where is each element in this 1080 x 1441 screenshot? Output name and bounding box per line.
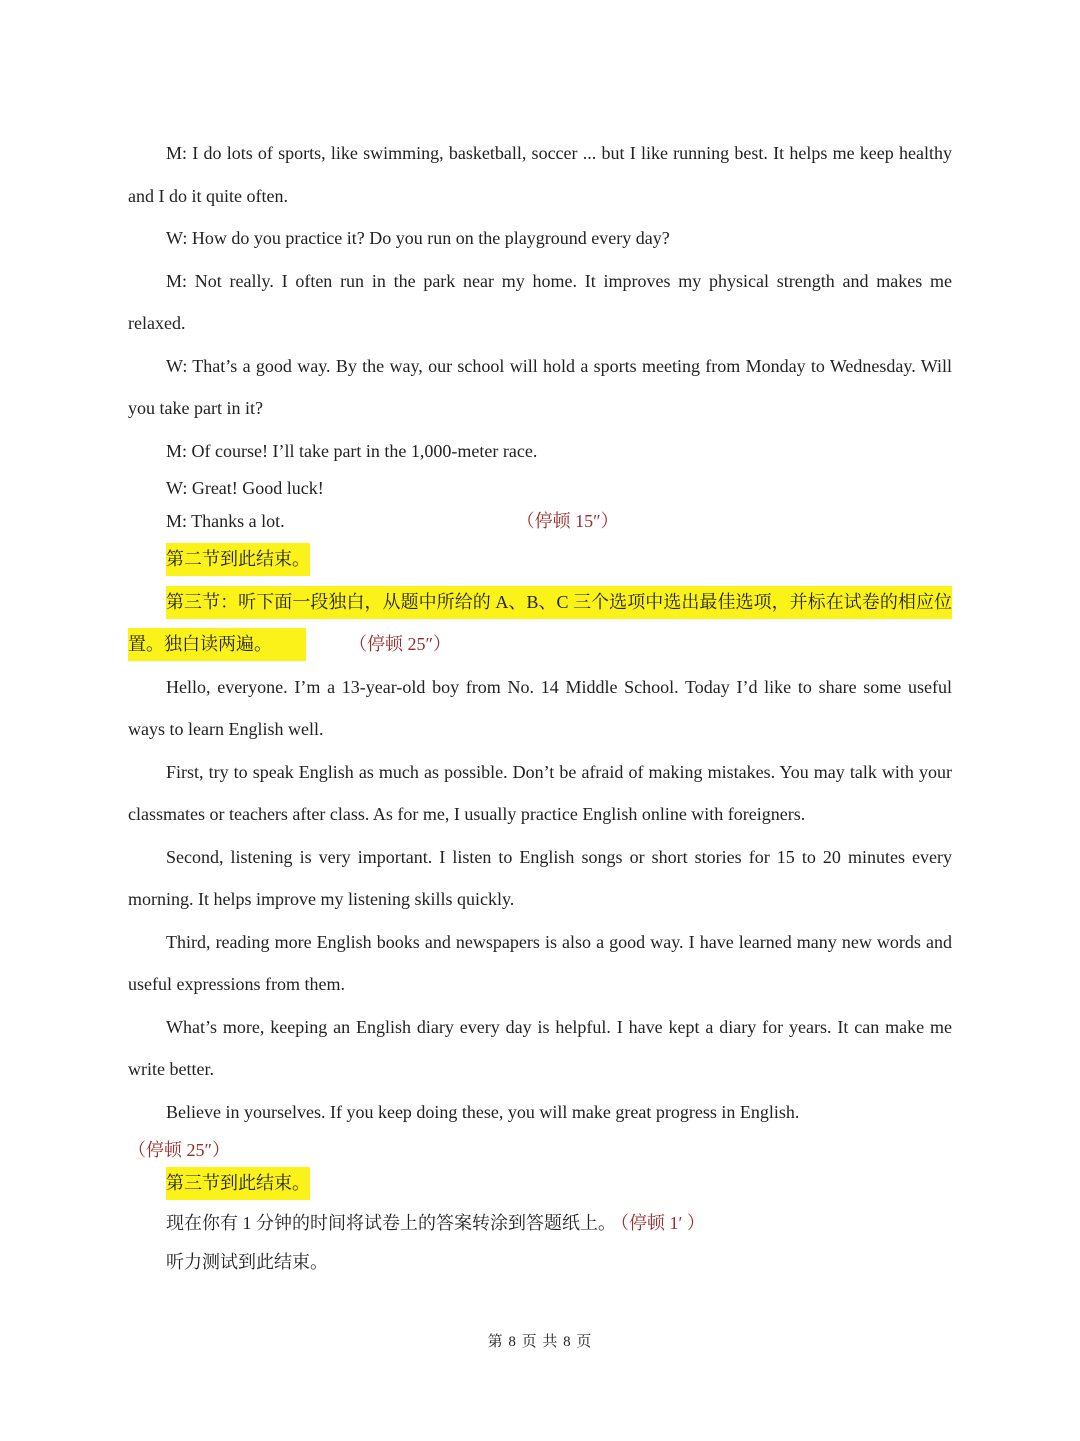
- section2-end-line: [128, 538, 952, 581]
- pause-15-seconds: （停顿 15″）: [516, 511, 619, 531]
- dialogue-line-w1: W: How do you practice it? Do you run on the playground every day?: [166, 228, 670, 248]
- section3-end-line: [128, 1167, 952, 1200]
- pause-25-seconds-a: （停顿 25″）: [358, 634, 451, 654]
- monologue-paragraph-4: Third, reading more English books and newspapers is also a good way. I have learned many new words and useful expressions from them.: [128, 931, 952, 994]
- transfer-note: 现在你有 1 分钟的时间将试卷上的答案转涂到答题纸上。: [166, 1212, 616, 1233]
- pause-25-seconds-b-line: [128, 1133, 952, 1167]
- page-content: [128, 132, 952, 1279]
- page-footer: 第 8 页 共 8 页: [487, 1334, 593, 1350]
- pause-25-seconds-b: （停顿 25″）: [128, 1139, 230, 1160]
- monologue-paragraph-1: Hello, everyone. I’m a 13-year-old boy from No. 14 Middle School. Today I’d like to share some useful ways to learn English well.: [128, 676, 952, 739]
- test-end: 听力测试到此结束。: [166, 1251, 328, 1272]
- monologue-paragraph-6: Believe in yourselves. If you keep doing these, you will make great progress in English.: [166, 1101, 800, 1122]
- dialogue-line-m3: M: Of course! I’ll take part in the 1,000-meter race.: [166, 440, 538, 461]
- monologue-paragraph-2: First, try to speak English as much as possible. Don’t be afraid of making mistakes. You may talk with your classmates or teachers after class. As for me, I usually practice English online with foreigners.: [128, 761, 952, 824]
- pause-1-minute: （停顿 1′ ）: [620, 1212, 705, 1233]
- section3-end: 第三节到此结束。: [166, 1167, 310, 1200]
- monologue-paragraph-3: Second, listening is very important. I listen to English songs or short stories for 15 to 20 minutes every morning. It helps improve my listening skills quickly.: [128, 846, 952, 909]
- transfer-note-line: [128, 1200, 952, 1246]
- section3-intro: 第三节：听下面一段独白，从题中所给的 A、B、C 三个选项中选出最佳选项，并标在试卷的相应位置。独白读两遍。: [128, 586, 952, 662]
- dialogue-line-w3: W: Great! Good luck!: [166, 478, 324, 498]
- monologue-paragraph-5: What’s more, keeping an English diary every day is helpful. I have kept a diary for years. It can make me write better.: [128, 1016, 952, 1079]
- section2-end: 第二节到此结束。: [166, 543, 310, 576]
- section3-intro-line: [128, 581, 952, 666]
- dialogue-line-m2: M: Not really. I often run in the park near my home. It improves my physical strength and makes me relaxed.: [128, 270, 952, 333]
- dialogue-line-w2: W: That’s a good way. By the way, our school will hold a sports meeting from Monday to Wednesday. Will you take part in it?: [128, 355, 952, 418]
- dialogue-line-m1: M: I do lots of sports, like swimming, basketball, soccer ... but I like running best. It helps me keep healthy and I do it quite often.: [128, 143, 952, 206]
- dialogue-line-m4: [128, 505, 952, 538]
- dialogue-line-m4-text: M: Thanks a lot.: [166, 511, 285, 531]
